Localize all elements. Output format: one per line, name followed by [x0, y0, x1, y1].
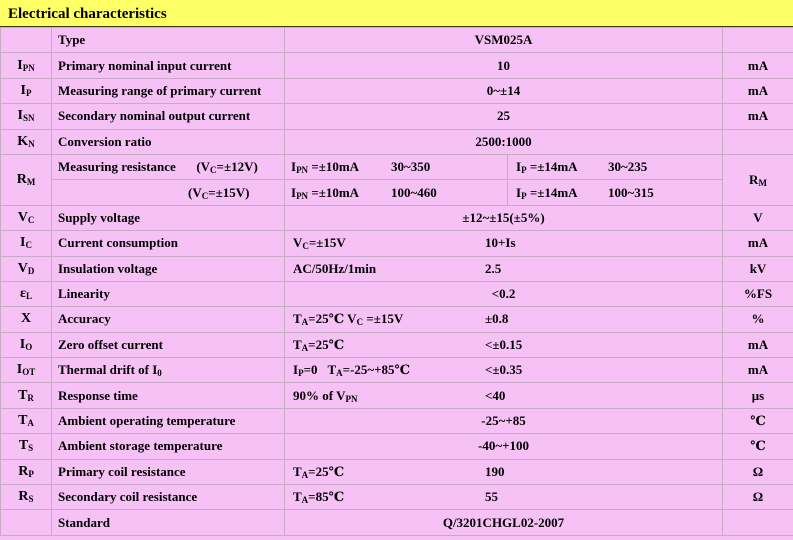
- symbol-cell: $I_{SN}$: [1, 104, 52, 129]
- unit-cell: ℃: [723, 434, 793, 459]
- value-cell: [285, 459, 723, 484]
- spec-table: [0, 27, 793, 536]
- table-row: [1, 281, 793, 306]
- table-row: [1, 78, 793, 103]
- value: <40: [485, 387, 506, 403]
- unit-cell: mA: [723, 332, 793, 357]
- value-cell: -25~+85: [285, 408, 723, 433]
- param-cell: Conversion ratio: [52, 129, 285, 154]
- ip-label: $I_P =\pm 14mA$: [516, 159, 578, 176]
- unit-cell: %: [723, 307, 793, 332]
- value: <±0.35: [485, 362, 523, 378]
- value-cell: 25: [285, 104, 723, 129]
- param-cell: Secondary coil resistance: [52, 485, 285, 510]
- condition: 90% of $V_{PN}$: [293, 387, 358, 404]
- param-cell: Secondary nominal output current: [52, 104, 285, 129]
- ip-range-group: [507, 181, 722, 205]
- value-cell: -40~+100: [285, 434, 723, 459]
- param-cell: [52, 154, 285, 179]
- value: 2.5: [485, 260, 502, 276]
- param-cell: Primary nominal input current: [52, 53, 285, 78]
- measuring-resistance-label: Measuring resistance: [58, 159, 176, 175]
- symbol-cell: $R_M$: [1, 154, 52, 205]
- table-row: [1, 104, 793, 129]
- unit-cell: mA: [723, 78, 793, 103]
- condition: $I_P=0$ $T_A=-25\sim+85℃$: [293, 362, 411, 379]
- symbol-cell: $I_{OT}$: [1, 358, 52, 383]
- section-title: Electrical characteristics: [0, 0, 793, 27]
- param-cell: [52, 180, 285, 205]
- table-row: [1, 383, 793, 408]
- value-cell: [285, 358, 723, 383]
- unit-cell: [723, 510, 793, 535]
- symbol-cell: $I_P$: [1, 78, 52, 103]
- value-cell: [285, 180, 723, 205]
- symbol-cell: [1, 510, 52, 535]
- table-row: [1, 205, 793, 230]
- table-row: [1, 332, 793, 357]
- unit-cell: mA: [723, 231, 793, 256]
- symbol-cell: $I_O$: [1, 332, 52, 357]
- value-cell: [285, 256, 723, 281]
- table-row: [1, 180, 793, 205]
- unit-cell: μs: [723, 383, 793, 408]
- ipn-range-12v: 30~350: [391, 159, 431, 175]
- value-cell: [285, 485, 723, 510]
- table-row: [1, 485, 793, 510]
- symbol-cell: $T_A$: [1, 408, 52, 433]
- unit-cell: mA: [723, 53, 793, 78]
- table-row: [1, 28, 793, 53]
- symbol-cell: $K_N$: [1, 129, 52, 154]
- condition: $T_A=85℃$: [293, 489, 345, 506]
- param-cell: Response time: [52, 383, 285, 408]
- symbol-cell: $R_S$: [1, 485, 52, 510]
- param-cell: Insulation voltage: [52, 256, 285, 281]
- ipn-range-group: [285, 185, 507, 201]
- symbol-cell: $I_C$: [1, 231, 52, 256]
- ip-range-12v: 30~235: [608, 159, 648, 175]
- unit-cell: mA: [723, 358, 793, 383]
- param-cell: Type: [52, 28, 285, 53]
- table-row: [1, 434, 793, 459]
- condition: $T_A=25℃$: [293, 336, 345, 353]
- value-cell: 10: [285, 53, 723, 78]
- symbol-cell: $R_P$: [1, 459, 52, 484]
- condition: $T_A=25℃$ $V_C =\pm 15V$: [293, 311, 404, 328]
- value-cell: VSM025A: [285, 28, 723, 53]
- symbol-cell: $T_S$: [1, 434, 52, 459]
- unit-cell: $R_M$: [723, 154, 793, 205]
- value: 10+Is: [485, 235, 516, 251]
- unit-cell: %FS: [723, 281, 793, 306]
- symbol-cell: [1, 28, 52, 53]
- voltage-15-label: $(V_C=\pm 15V)$: [188, 184, 250, 201]
- value-cell: ±12~±15(±5%): [285, 205, 723, 230]
- ipn-range-15v: 100~460: [391, 184, 437, 200]
- param-cell: Current consumption: [52, 231, 285, 256]
- table-row: [1, 256, 793, 281]
- symbol-cell: $\varepsilon_L$: [1, 281, 52, 306]
- param-cell: Zero offset current: [52, 332, 285, 357]
- value-cell: [285, 383, 723, 408]
- param-cell: Ambient operating temperature: [52, 408, 285, 433]
- table-row: [1, 510, 793, 535]
- symbol-cell: $V_D$: [1, 256, 52, 281]
- param-cell: Thermal drift of $I_0$: [52, 358, 285, 383]
- value: ±0.8: [485, 311, 509, 327]
- table-row: [1, 459, 793, 484]
- table-row: [1, 129, 793, 154]
- value: 190: [485, 463, 505, 479]
- table-row: [1, 154, 793, 179]
- param-cell: Linearity: [52, 281, 285, 306]
- value-cell: [285, 332, 723, 357]
- unit-cell: V: [723, 205, 793, 230]
- ipn-range-group: [285, 159, 507, 175]
- symbol-cell: $T_R$: [1, 383, 52, 408]
- unit-cell: [723, 28, 793, 53]
- value-cell: 0~±14: [285, 78, 723, 103]
- value-cell: [285, 307, 723, 332]
- param-cell: Measuring range of primary current: [52, 78, 285, 103]
- ip-range-group: [507, 155, 722, 179]
- ip-range-15v: 100~315: [608, 184, 654, 200]
- condition: AC/50Hz/1min: [293, 260, 377, 276]
- condition: $V_C=\pm 15V$: [293, 235, 346, 252]
- unit-cell: Ω: [723, 459, 793, 484]
- unit-cell: [723, 129, 793, 154]
- unit-cell: mA: [723, 104, 793, 129]
- symbol-cell: $V_C$: [1, 205, 52, 230]
- unit-cell: Ω: [723, 485, 793, 510]
- value-cell: 2500:1000: [285, 129, 723, 154]
- value-cell: [285, 154, 723, 179]
- table-row: [1, 307, 793, 332]
- unit-cell: kV: [723, 256, 793, 281]
- condition: $T_A=25℃$: [293, 463, 345, 480]
- table-row: [1, 408, 793, 433]
- unit-cell: ℃: [723, 408, 793, 433]
- table-row: [1, 53, 793, 78]
- param-cell: Supply voltage: [52, 205, 285, 230]
- value: 55: [485, 489, 498, 505]
- voltage-12-label: $(V_C=\pm 12V)$: [196, 159, 258, 176]
- param-cell: Accuracy: [52, 307, 285, 332]
- param-cell: Primary coil resistance: [52, 459, 285, 484]
- value: <±0.15: [485, 336, 523, 352]
- symbol-cell: X: [1, 307, 52, 332]
- table-row: [1, 231, 793, 256]
- ipn-label: $I_{PN} =\pm 10mA$: [291, 184, 360, 201]
- ip-label: $I_P =\pm 14mA$: [516, 184, 578, 201]
- ipn-label: $I_{PN} =\pm 10mA$: [291, 159, 360, 176]
- symbol-cell: $I_{PN}$: [1, 53, 52, 78]
- value-cell: Q/3201CHGL02-2007: [285, 510, 723, 535]
- param-cell: Ambient storage temperature: [52, 434, 285, 459]
- param-cell: Standard: [52, 510, 285, 535]
- value-cell: <0.2: [285, 281, 723, 306]
- value-cell: [285, 231, 723, 256]
- table-row: [1, 358, 793, 383]
